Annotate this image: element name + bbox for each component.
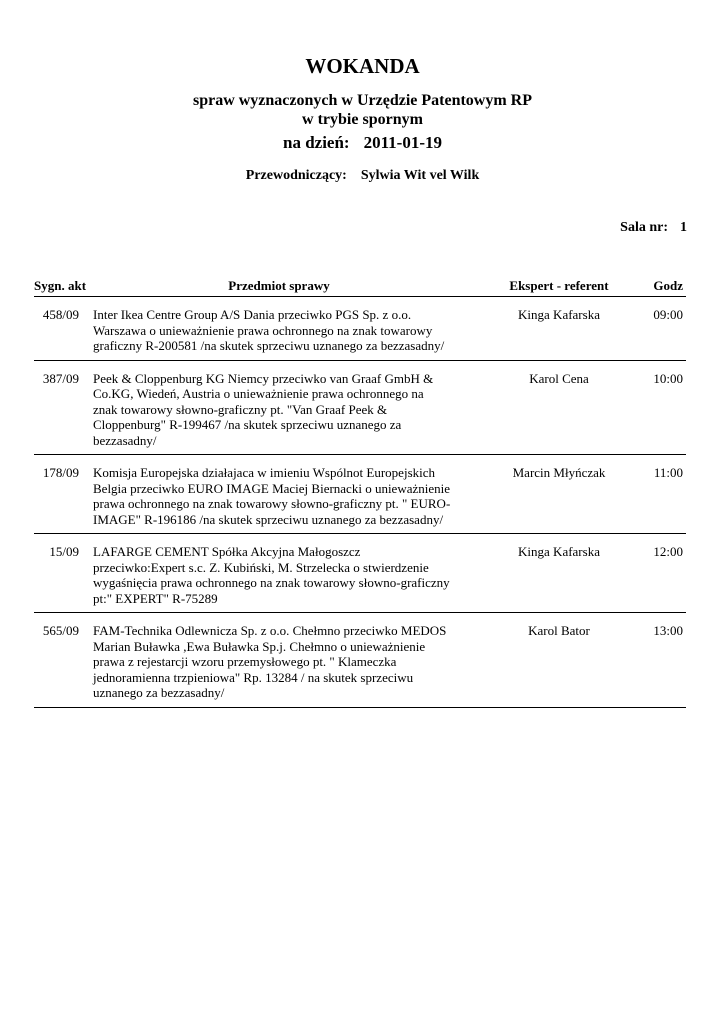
case-expert: Kinga Kafarska [518, 307, 600, 322]
case-subject-line: Peek & Cloppenburg KG Niemcy przeciwko van Graaf GmbH & [93, 370, 434, 386]
case-number: 15/09 [49, 544, 79, 559]
column-header-przedmiot: Przedmiot sprawy [228, 278, 330, 293]
case-time: 12:00 [653, 544, 683, 559]
table-header [34, 278, 686, 296]
case-table [34, 296, 686, 708]
table-row [34, 455, 686, 534]
room-line [620, 219, 687, 237]
case-subject [93, 613, 468, 707]
case-subject-line: Komisja Europejska działajaca w imieniu Wspólnot Europejskich [93, 465, 436, 480]
column-header-sygn: Sygn. akt [34, 278, 87, 293]
room-label: Sala nr: [620, 220, 668, 235]
column-header-godz: Godz [653, 278, 683, 293]
case-number: 387/09 [42, 370, 79, 386]
case-time: 13:00 [653, 623, 683, 638]
case-number: 458/09 [42, 307, 79, 322]
case-time: 09:00 [653, 307, 683, 322]
case-subject-line: Cloppenburg" R-199467 /na skutek sprzeciwu uznanego za [93, 417, 402, 432]
case-subject-line: LAFARGE CEMENT Spółka Akcyjna Małogoszcz [93, 544, 361, 559]
case-subject-line: przeciwko:Expert s.c. Z. Kubiński, M. Strzelecka o stwierdzenie [93, 559, 429, 575]
case-subject-line: znak towarowy słowno-graficzny pt. "Van Graaf Peek & [93, 401, 388, 417]
subtitle-line-1: spraw wyznaczonych w Urzędzie Patentowym RP [192, 92, 533, 109]
subtitle-line-2: w trybie spornym [302, 111, 423, 128]
case-subject-line: Inter Ikea Centre Group A/S Dania przeciwko PGS Sp. z o.o. [93, 307, 412, 322]
case-subject [93, 361, 468, 455]
case-number: 178/09 [42, 465, 79, 480]
case-expert: Karol Bator [528, 623, 590, 638]
case-subject-line: Marian Buławka ,Ewa Buławka Sp.j. Chełmno o unieważnienie [93, 638, 426, 654]
case-number: 565/09 [42, 623, 79, 638]
case-time: 10:00 [653, 370, 683, 386]
case-subject-line: uznanego za bezzasadny/ [93, 685, 225, 700]
chairperson-line [0, 167, 725, 185]
case-subject-line: wygaśnięcia prawa ochronnego na znak towarowy słowno-graficzny [93, 575, 450, 590]
chairperson-name: Sylwia Wit vel Wilk [360, 168, 480, 183]
chairperson-label: Przewodniczący: [245, 168, 347, 183]
column-header-ekspert: Ekspert - referent [509, 278, 609, 293]
case-subject-line: jednoramienna trzpieniowa" Rp. 13284 / na skutek sprzeciwu [93, 669, 414, 685]
date-label: na dzień: [283, 133, 350, 152]
table-row [34, 613, 686, 708]
case-subject [93, 297, 468, 360]
case-subject-line: Co.KG, Wiedeń, Austria o unieważnienie prawa ochronnego na [93, 386, 424, 401]
case-subject-line: bezzasadny/ [93, 432, 157, 448]
table-row [34, 361, 686, 456]
case-subject-line: prawa z rejestarcji wzoru przemysłowego pt. " Klameczka [93, 654, 397, 669]
table-row [34, 297, 686, 361]
case-subject-line: FAM-Technika Odlewnicza Sp. z o.o. Chełmno przeciwko MEDOS [93, 623, 447, 638]
table-row [34, 534, 686, 613]
case-subject-line: Warszawa o unieważnienie prawa ochronnego na znak towarowy [93, 322, 433, 338]
case-subject-line: prawa ochronnego na znak towarowy słowno-graficzny pt. " EURO- [93, 496, 451, 511]
case-subject [93, 534, 468, 612]
case-subject-line: pt:" EXPERT" R-75289 [93, 590, 218, 606]
room-number: 1 [680, 220, 687, 235]
case-expert: Kinga Kafarska [518, 544, 600, 559]
case-time: 11:00 [653, 465, 683, 480]
case-expert: Marcin Młyńczak [512, 465, 606, 480]
case-subject-line: graficzny R-200581 /na skutek sprzeciwu uznanego za bezzasadny/ [93, 338, 445, 353]
case-subject [93, 455, 468, 533]
date-line [0, 133, 725, 153]
case-expert: Karol Cena [529, 370, 589, 386]
case-subject-line: IMAGE" R-196186 /na skutek sprzeciwu uznanego za bezzasadny/ [93, 511, 444, 527]
page-title: WOKANDA [305, 54, 420, 78]
case-subject-line: Belgia przeciwko EURO IMAGE Maciej Biernacki o unieważnienie [93, 480, 451, 496]
date-value: 2011-01-19 [363, 133, 442, 152]
